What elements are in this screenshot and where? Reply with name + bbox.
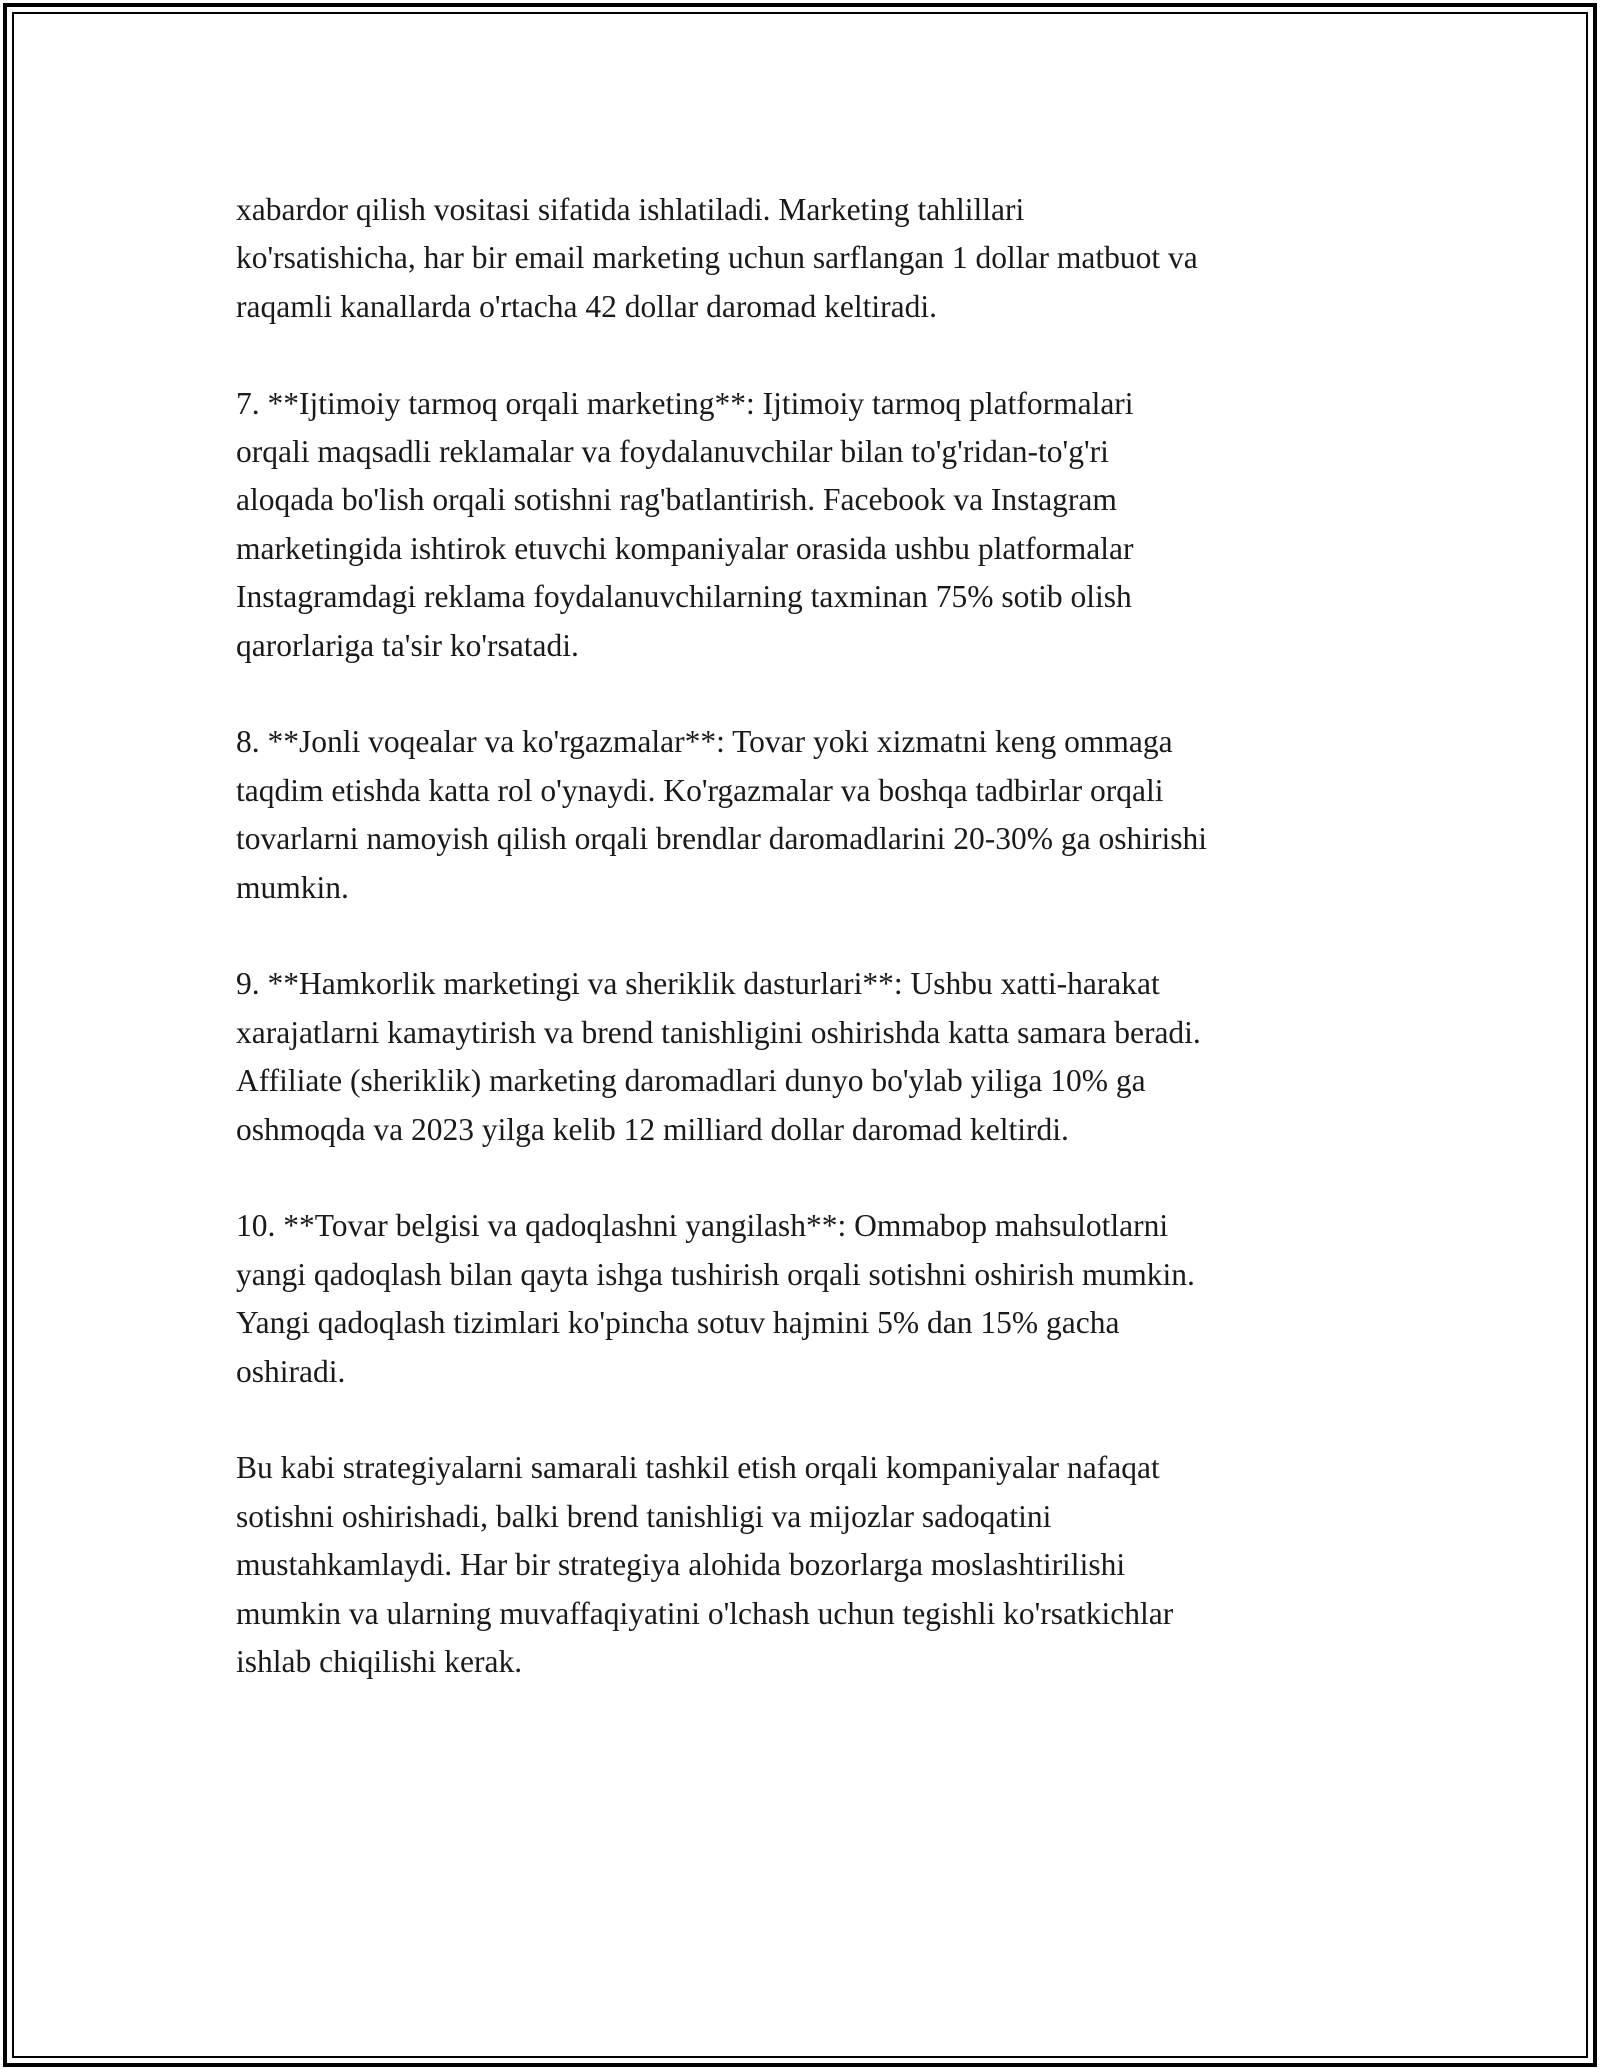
document-body — [236, 186, 1376, 1687]
paragraph-item-10-packaging: 10. **Tovar belgisi va qadoqlashni yangilash**: Ommabop mahsulotlarni yangi qadoqlash bilan qayta ishga tushirish orqali sotishni oshirish mumkin. Yangi qadoqlash tizimlari ko'pincha sotuv hajmini 5% dan 15% gacha oshiradi. — [236, 1208, 1195, 1389]
paragraph-email-marketing-continuation: xabardor qilish vositasi sifatida ishlatiladi. Marketing tahlillari ko'rsatishicha, har bir email marketing uchun sarflangan 1 dollar matbuot va raqamli kanallarda o'rtacha 42 dollar daromad keltiradi. — [236, 192, 1198, 324]
paragraph-item-7-social-media: 7. **Ijtimoiy tarmoq orqali marketing**: Ijtimoiy tarmoq platformalari orqali maqsadli reklamalar va foydalanuvchilar bilan to'g'ridan-to'g'ri aloqada bo'lish orqali sotishni rag'batlantirish. Facebook va Instagram marketingida ishtirok etuvchi kompaniyalar orasida ushbu platformalar Instagramdagi reklama foydalanuvchilarning taxminan 75% sotib olish qarorlariga ta'sir ko'rsatadi. — [236, 385, 1134, 663]
paragraph-item-9-affiliate: 9. **Hamkorlik marketingi va sheriklik dasturlari**: Ushbu xatti-harakat xarajatlarni kamaytirish va brend tanishligini oshirishda katta samara beradi. Affiliate (sheriklik) marketing daromadlari dunyo bo'ylab yiliga 10% ga oshmoqda va 2023 yilga kelib 12 milliard dollar daromad keltirdi. — [236, 966, 1201, 1147]
paragraph-conclusion: Bu kabi strategiyalarni samarali tashkil etish orqali kompaniyalar nafaqat sotishni oshirishadi, balki brend tanishligi va mijozlar sadoqatini mustahkamlaydi. Har bir strategiya alohida bozorlarga moslashtirilishi mumkin va ularning muvaffaqiyatini o'lchash uchun tegishli ko'rsatkichlar ishlab chiqilishi kerak. — [236, 1450, 1174, 1680]
paragraph-item-8-live-events: 8. **Jonli voqealar va ko'rgazmalar**: Tovar yoki xizmatni keng ommaga taqdim etishda katta rol o'ynaydi. Ko'rgazmalar va boshqa tadbirlar orqali tovarlarni namoyish qilish orqali brendlar daromadlarini 20-30% ga oshirishi mumkin. — [236, 724, 1208, 905]
